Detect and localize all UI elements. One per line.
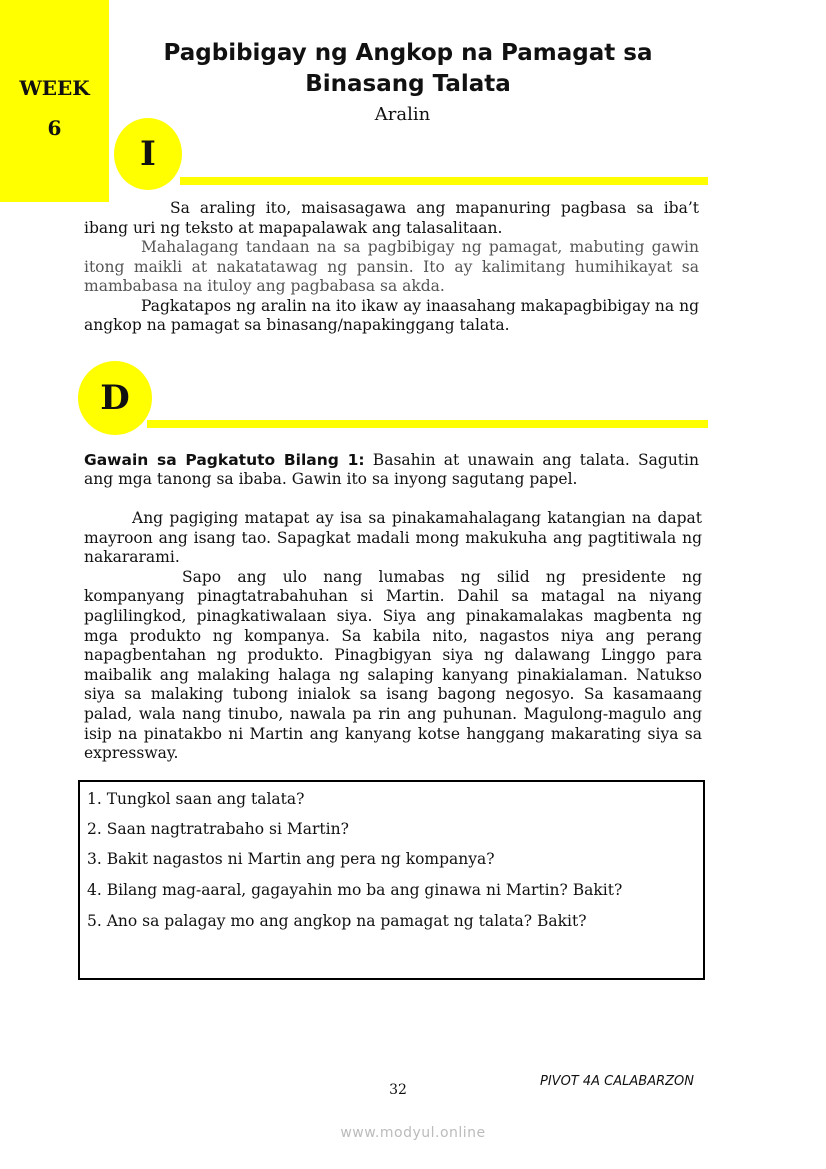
page-title-line-2: Binasang Talata [305,71,511,97]
activity-text: Basahin at unawain ang talata. Sagutin ang mga tanong sa ibaba. Gawin ito sa inyong sagutang papel. [84,451,699,488]
intro-paragraph-3: Pagkatapos ng aralin na ito ikaw ay inaasahang makapagbibigay na ng angkop na pamagat sa binasang/napakinggang talata. [84,296,699,334]
story-passage [84,509,702,764]
question-item: 4. Bilang mag-aaral, gagayahin mo ba ang ginawa ni Martin? Bakit? [87,881,623,899]
activity-instructions [84,451,699,489]
activity-label: Gawain sa Pagkatuto Bilang 1: [84,451,365,469]
footer-region: PIVOT 4A CALABARZON [540,1074,694,1089]
section-i-marker: I [114,118,182,190]
page-number: 32 [389,1082,407,1098]
page-subtitle: Aralin [374,104,431,125]
story-paragraph-2: Sapo ang ulo nang lumabas ng silid ng presidente ng kompanyang pinagtatrabahuhan si Martin. Dahil sa matagal na niyang paglilingkod, pinagkatiwalaan siya. Siya ang pinakamalakas magbenta ng mga produkto ng kompanya. Sa kabila nito, nagastos niya ang perang napagbentahan ng produkto. Pinagbigyan siya ng dalawang Linggo para maibalik ang malaking halaga ng salaping kanyang pinakialaman. Natukso siya sa malaking tubong inialok sa isang bagong negosyo. Sa kasamaang palad, wala nang tinubo, nawala pa rin ang puhunan. Magulong-magulo ang isip na pinatakbo ni Martin ang kanyang kotse hanggang makarating siya sa expressway. [84,567,702,763]
watermark: www.modyul.online [340,1125,486,1141]
intro-paragraph-1: Sa araling ito, maisasagawa ang mapanuring pagbasa sa iba’t ibang uri ng teksto at mapapalawak ang talasalitaan. [84,199,699,237]
question-item: 1. Tungkol saan ang talata? [87,790,305,808]
questions-box [78,780,705,980]
section-d-marker: D [78,361,152,435]
introduction-text [84,199,699,336]
question-item: 3. Bakit nagastos ni Martin ang pera ng kompanya? [87,850,495,868]
question-item: 5. Ano sa palagay mo ang angkop na pamagat ng talata? Bakit? [87,912,587,930]
week-badge [0,0,109,202]
question-item: 2. Saan nagtratrabaho si Martin? [87,820,349,838]
section-d-divider [147,420,708,428]
week-label: WEEK [19,76,90,100]
intro-paragraph-2: Mahalagang tandaan na sa pagbibigay ng pamagat, mabuting gawin itong maikli at nakatatawag ng pansin. Ito ay kalimitang humihikayat sa mambabasa na ituloy ang pagbabasa sa akda. [84,238,699,295]
week-number: 6 [47,116,62,140]
page-title [130,38,686,100]
page-title-line-1: Pagbibigay ng Angkop na Pamagat sa [163,40,653,66]
story-paragraph-1: Ang pagiging matapat ay isa sa pinakamahalagang katangian na dapat mayroon ang isang tao. Sapagkat madali mong makukuha ang pagtitiwala ng nakararami. [84,509,702,567]
section-i-divider [180,177,708,185]
